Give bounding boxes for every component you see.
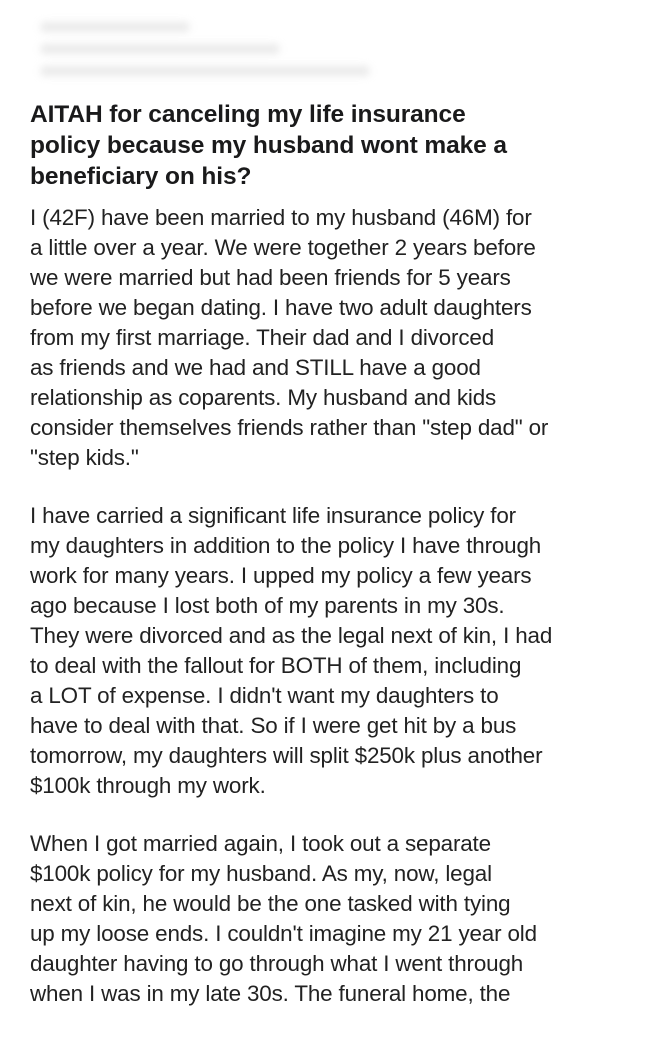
post-title: AITAH for canceling my life insurance policy because my husband wont make a beneficiary on his? [30,101,507,190]
blurred-text-line [40,66,370,76]
blurred-text-line [40,44,280,54]
post-paragraph: I (42F) have been married to my husband (46M) for a little over a year. We were together 2 years before we were married but had been friends for 5 years before we began dating. I have two adult daughters from my first marriage. Their dad and I divorced as friends and we had and STILL have a good relationship as coparents. My husband and kids consider themselves friends rather than "step dad" or "step kids." [30,205,549,470]
post-paragraph: I have carried a significant life insurance policy for my daughters in addition to the policy I have through work for many years. I upped my policy a few years ago because I lost both of my parents in my 30s. They were divorced and as the legal next of kin, I had to deal with the fallout for BOTH of them, including a LOT of expense. I didn't want my daughters to have to deal with that. So if I were get hit by a bus tomorrow, my daughters will split $250k plus another $100k through my work. [30,503,553,798]
blurred-text-line [40,22,190,32]
blurred-post-header [0,0,654,90]
post-body [30,203,630,1009]
post [30,99,630,1037]
post-paragraph: When I got married again, I took out a separate $100k policy for my husband. As my, now, legal next of kin, he would be the one tasked with tying up my loose ends. I couldn't imagine my 21 year old daughter having to go through what I went through when I was in my late 30s. The funeral home, the [30,831,537,1006]
